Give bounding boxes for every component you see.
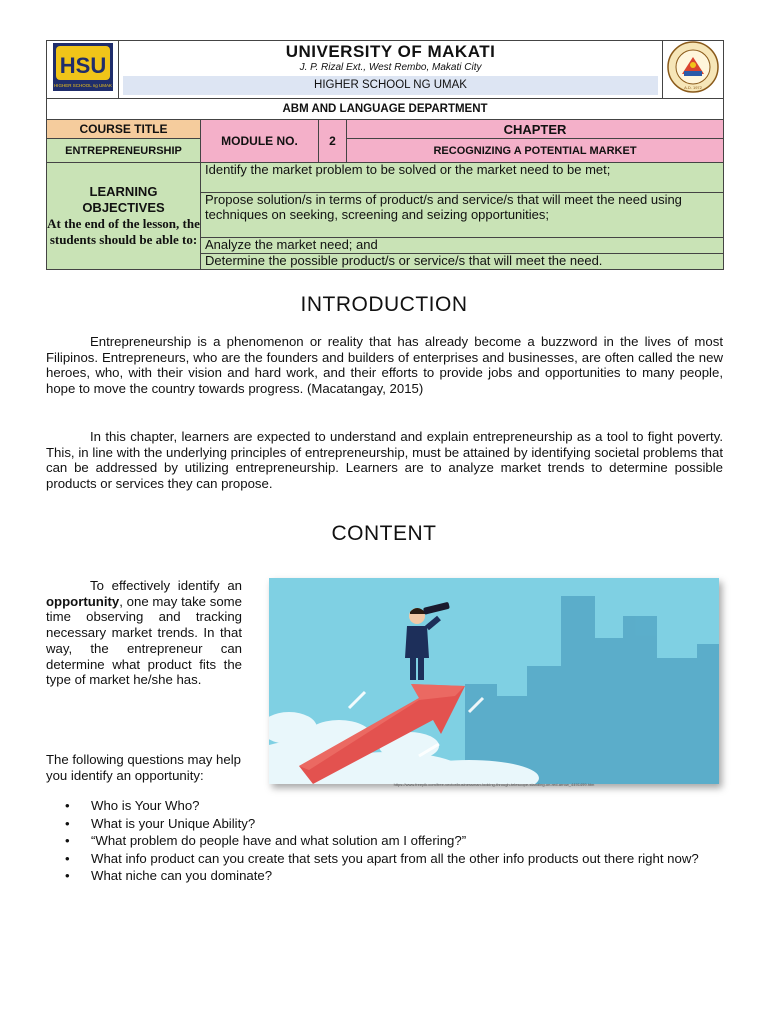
opportunity-emphasis: opportunity bbox=[46, 593, 120, 609]
content-paragraph-1-end: , one may take some time observing and tracking necessary market trends. In that way, the entrepreneur can determine what product fits the type of market he/she has. bbox=[46, 593, 242, 688]
introduction-heading: INTRODUCTION bbox=[300, 293, 468, 316]
objective-item: Determine the possible product/s or service/s that will meet the need. bbox=[201, 254, 724, 270]
question-text: Who is Your Who? bbox=[91, 798, 200, 813]
list-item bbox=[46, 867, 723, 885]
module-header-table bbox=[46, 40, 724, 270]
umak-seal bbox=[667, 41, 719, 93]
introduction-paragraph-2: In this chapter, learners are expected to understand and explain entrepreneurship as a tool to fight poverty. This, in line with the underlying principles of entrepreneurship, must be attained by identifying societal problems that can be addressed by utilizing entrepreneurship. Learners are to analyze market trends to determine possible products or services they can propose. bbox=[46, 429, 723, 492]
objective-item: Analyze the market need; and bbox=[201, 238, 724, 254]
content-paragraph-1-start: To effectively identify an bbox=[90, 578, 242, 593]
bullet-icon: • bbox=[65, 868, 70, 884]
objective-item: Propose solution/s in terms of product/s and service/s that will meet the need using techniques on seeking, screening and seizing opportunities; bbox=[201, 193, 724, 238]
hsu-logo bbox=[53, 43, 113, 91]
list-item bbox=[46, 832, 723, 850]
question-text: What niche can you dominate? bbox=[91, 868, 273, 884]
content-paragraph-2: The following questions may help you identify an opportunity: bbox=[46, 752, 241, 783]
umak-seal-cell bbox=[663, 41, 724, 99]
question-text: “What problem do people have and what solution am I offering?” bbox=[91, 833, 467, 849]
umak-seal-year: A.D. 1972 bbox=[684, 85, 702, 90]
bullet-icon: • bbox=[65, 815, 70, 831]
module-no-label: MODULE NO. bbox=[201, 120, 319, 163]
content-heading: CONTENT bbox=[331, 522, 437, 545]
university-name: UNIVERSITY OF MAKATI bbox=[285, 42, 496, 61]
chapter-value: RECOGNIZING A POTENTIAL MARKET bbox=[347, 139, 724, 163]
school-bar-cell bbox=[119, 75, 663, 99]
question-text: What is your Unique Ability? bbox=[91, 815, 256, 831]
businessman-telescope-arrow-image bbox=[269, 578, 719, 784]
content-paragraph-1 bbox=[46, 578, 242, 688]
university-cell bbox=[119, 41, 663, 76]
course-title-label: COURSE TITLE bbox=[47, 120, 201, 139]
list-item bbox=[46, 815, 723, 833]
learning-objectives-cell bbox=[47, 163, 201, 270]
course-title-value: ENTREPRENEURSHIP bbox=[47, 139, 201, 163]
learning-objectives-title: LEARNING OBJECTIVES bbox=[82, 183, 165, 215]
list-item bbox=[46, 850, 723, 868]
module-no-value: 2 bbox=[319, 120, 347, 163]
chapter-label: CHAPTER bbox=[347, 120, 724, 139]
department-name: ABM AND LANGUAGE DEPARTMENT bbox=[47, 99, 724, 120]
bullet-icon: • bbox=[65, 798, 70, 813]
bullet-icon: • bbox=[65, 850, 70, 866]
opportunity-questions-list bbox=[46, 797, 723, 885]
question-text: What info product can you create that sets you apart from all the other info products out there right now? bbox=[91, 850, 699, 866]
hsu-logo-subtext: HIGHER SCHOOL ng UMAK bbox=[53, 83, 112, 88]
hsu-logo-text: HSU bbox=[59, 53, 106, 78]
bullet-icon: • bbox=[65, 833, 70, 849]
introduction-paragraph-1: Entrepreneurship is a phenomenon or reality that has already become a buzzword in the lives of most Filipinos. Entrepreneurs, who are the founders and builders of enterprises and businesses, are often called the new heroes, who, with their vision and hard work, and their efforts to provide jobs and opportunities to many people, hope to move the country towards progress. (Macatangay, 2015) bbox=[46, 334, 723, 397]
learning-objectives-intro: At the end of the lesson, the students should be able to: bbox=[47, 215, 200, 247]
image-credit: https://www.freepik.com/free-vector/businessman-looking-through-telescope-standing-on-red-arrow_4491499.htm bbox=[393, 782, 595, 787]
university-address: J. P. Rizal Ext., West Rembo, Makati City bbox=[299, 62, 482, 73]
list-item bbox=[46, 797, 723, 815]
school-name: HIGHER SCHOOL NG UMAK bbox=[123, 76, 658, 95]
hsu-logo-cell bbox=[47, 41, 119, 99]
opportunity-illustration bbox=[269, 578, 719, 784]
objective-item: Identify the market problem to be solved or the market need to be met; bbox=[201, 163, 724, 193]
